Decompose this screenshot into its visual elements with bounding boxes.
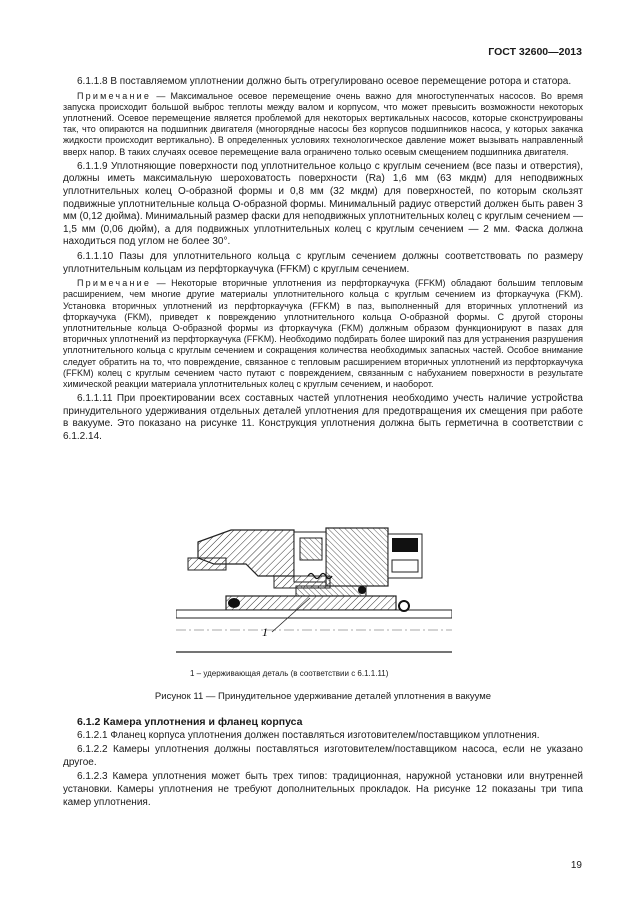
note-text: — Максимальное осевое перемещение очень важно для многоступенчатых насосов. Во время запуска происходит большой выброс теплоты между валом и корпусом, что может превысить возможности некоторых уплотнений. Осевое перемещение является проблемой для некоторых вертикальных насосов, которые сконструированы так, что опираются на подшипник двигателя (многорядные насосы без корпусов подшипников насоса, у которых закачка жидкости происходит вертикально). В определенных условиях технологическое давление может вызывать направленный вверх напор. В таких случаях осевое перемещение вала ограничено только осевым смещением подшипника двигателя. [63, 90, 583, 157]
paragraph-6-1-2-3: 6.1.2.3 Камера уплотнения может быть трех типов: традиционная, наружной установки или внутренней установки. Камеры уплотнения не требуют дополнительных прокладок. На рисунке 12 показаны три типа камер уплотнения. [63, 771, 583, 808]
section-6-1-2 [63, 716, 583, 811]
o-ring [358, 586, 366, 594]
note-ffkm [63, 278, 583, 390]
paragraph-6-1-2-1: 6.1.2.1 Фланец корпуса уплотнения должен поставляться изготовителем/поставщиком уплотнения. [77, 729, 540, 741]
sleeve [226, 596, 396, 610]
o-ring [228, 598, 240, 608]
paragraph-6-1-1-11: 6.1.1.11 При проектировании всех составных частей уплотнения необходимо учесть наличие устройства принудительного удерживания отдельных деталей уплотнения для предотвращения их смещения при работе в вакууме. Это показано на рисунке 11. Конструкция уплотнения должна быть герметична в соответствии с 6.1.2.14. [63, 393, 583, 442]
page-number: 19 [570, 860, 582, 871]
paragraph-6-1-1-10: 6.1.1.10 Пазы для уплотнительного кольца с круглым сечением должны соответствовать по размеру уплотнительным кольцам из перфторкаучука (FFKM) с круглым сечением. [63, 250, 583, 275]
paragraph-6-1-1-9: 6.1.1.9 Уплотняющие поверхности под уплотнительное кольцо с круглым сечением (все пазы и отверстия), должны иметь максимальную шероховатость поверхности (Ra) 1,6 мм (63 мкдм) для неподвижных уплотнительных колец О-образной формы и 0,8 мм (32 мкдм) для поверхностей, по которым скользят подвижные уплотнительные кольца О-образной формы. Минимальный радиус отверстий должен быть равен 3 мм (0,12 дюйма). Минимальный размер фаски для неподвижных уплотнительных колец с круглым сечением — 1,5 мм (0,06 дюйм), а для подвижных уплотнительных колец с круглым сечением — 2 мм. Фаска должна находиться под углом не более 30°. [63, 160, 583, 248]
figure-legend: 1 – удерживающая деталь (в соответствии с 6.1.1.11) [190, 669, 389, 678]
gland-flange [326, 528, 388, 586]
note-label: Примечание [77, 278, 152, 289]
note-axial-movement [63, 91, 583, 158]
text-block [63, 76, 583, 446]
figure-caption: Рисунок 11 — Принудительное удерживание деталей уплотнения в вакууме [154, 691, 492, 702]
paragraph-6-1-1-8: 6.1.1.8 В поставляемом уплотнении должно быть отрегулировано осевое перемещение ротора и статора. [77, 76, 572, 87]
figure-marker-1: 1 [262, 625, 268, 639]
seal-drawing [176, 524, 452, 656]
section-title: 6.1.2 Камера уплотнения и фланец корпуса [77, 716, 303, 728]
note-text: — Некоторые вторичные уплотнения из перфторкаучука (FFKM) обладают большим тепловым расширением, чем многие другие материалы уплотнительного кольца с круглым сечением из фторкаучука (FKM). Установка вторичных уплотнений из перфторкаучука (FFKM) в паз, выполненный для вторичных уплотнений из фторкаучука (FKM), приведет к повреждению уплотнительного кольца О-образной формы. С другой стороны уплотнительные кольца О-образной формы из фторкаучука (FKM) должным образом функционируют в пазах для вторичных уплотнений из перфторкаучука (FFKM). Необходимо подбирать более широкий паз для устранения разрушения уплотнительного кольца с круглым сечением и сокращения количества необходимых запасных частей. Особое внимание следует обратить на то, что повреждение, связанное с тепловым расширением вторичных уплотнений из перфторкаучука (FFKM) колец с круглым сечением часто путают с повреждением, связанным с набуханием поверхности в результате химической реакции материала уплотнительных колец с круглым сечением, и наоборот. [63, 278, 583, 389]
paragraph-6-1-2-2: 6.1.2.2 Камеры уплотнения должны поставляться изготовителем/поставщиком насоса, если не указано другое. [63, 744, 583, 768]
document-header: ГОСТ 32600—2013 [488, 46, 582, 58]
o-ring [399, 601, 409, 611]
note-label: Примечание [77, 90, 152, 101]
